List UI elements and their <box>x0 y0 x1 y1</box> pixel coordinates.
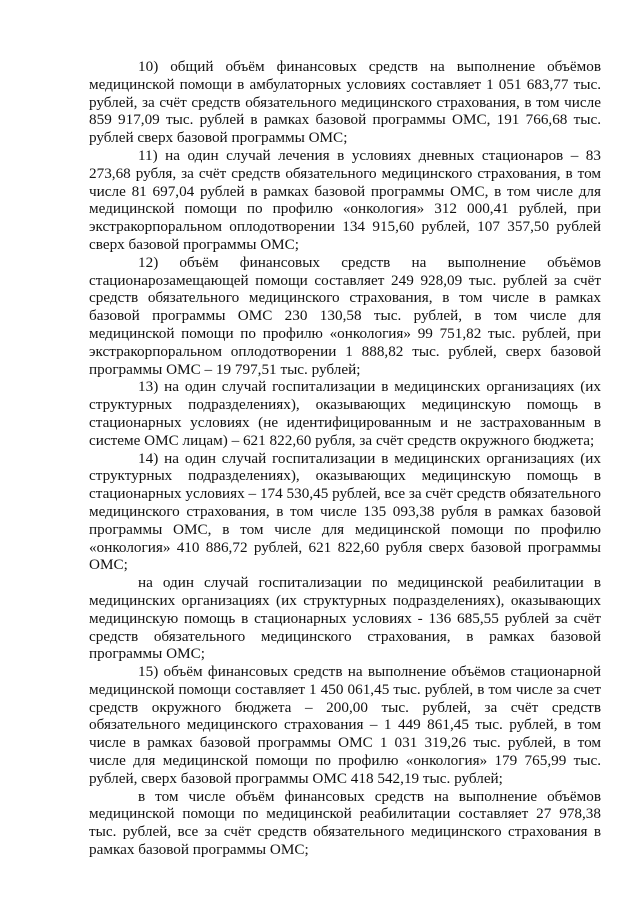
paragraph-rehabilitation-volume: в том числе объём финансовых средств на выполнение объёмов медицинской помощи по медицинской реабилитации составляет 27 978,38 тыс. рублей, все за счёт средств обязательного медицинского страхования в рамках базовой программы ОМС; <box>89 787 601 859</box>
paragraph-rehabilitation-case: на один случай госпитализации по медицинской реабилитации в медицинских организациях (их структурных подразделениях), оказывающих медицинскую помощь в стационарных условиях - 136 685,55 рублей за счёт средств обязательного медицинского страхования, в рамках базовой программы ОМС; <box>89 574 601 663</box>
paragraph-item-14: 14) на один случай госпитализации в медицинских организациях (их структурных подразделениях), оказывающих медицинскую помощь в стационарных условиях – 174 530,45 рублей, все за счёт средств обязательного медицинского страхования, в том числе 135 093,38 рубля в рамках базовой программы ОМС, в том числе для медицинской помощи по профилю «онкология» 410 886,72 рублей, 621 822,60 рубля сверх базовой программы ОМС; <box>89 449 601 574</box>
paragraph-item-12: 12) объём финансовых средств на выполнение объёмов стационарозамещающей помощи составляет 249 928,09 тыс. рублей за счёт средств обязательного медицинского страхования, в том числе в рамках базовой программы ОМС 230 130,58 тыс. рублей, в том числе для медицинской помощи по профилю «онкология» 99 751,82 тыс. рублей, при экстракорпоральном оплодотворении 1 888,82 тыс. рублей, сверх базовой программы ОМС – 19 797,51 тыс. рублей; <box>89 253 601 378</box>
paragraph-item-15: 15) объём финансовых средств на выполнение объёмов стационарной медицинской помощи составляет 1 450 061,45 тыс. рублей, в том числе за счет средств окружного бюджета – 200,00 тыс. рублей, за счёт средств обязательного медицинского страхования – 1 449 861,45 тыс. рублей, в том числе в рамках базовой программы ОМС 1 031 319,26 тыс. рублей, в том числе для медицинской помощи по профилю «онкология» 179 765,99 тыс. рублей, сверх базовой программы ОМС 418 542,19 тыс. рублей; <box>89 663 601 787</box>
document-body <box>89 58 601 859</box>
paragraph-item-10: 10) общий объём финансовых средств на выполнение объёмов медицинской помощи в амбулаторных условиях составляет 1 051 683,77 тыс. рублей, за счёт средств обязательного медицинского страхования, в том числе 859 917,09 тыс. рублей в рамках базовой программы ОМС, 191 766,68 тыс. рублей сверх базовой программы ОМС; <box>89 58 601 147</box>
paragraph-item-13: 13) на один случай госпитализации в медицинских организациях (их структурных подразделениях), оказывающих медицинскую помощь в стационарных условиях (не идентифицированным и не застрахованным в системе ОМС лицам) – 621 822,60 рубля, за счёт средств окружного бюджета; <box>89 378 601 449</box>
paragraph-item-11: 11) на один случай лечения в условиях дневных стационаров – 83 273,68 рубля, за счёт средств обязательного медицинского страхования, в том числе 81 697,04 рублей в рамках базовой программы ОМС, в том числе для медицинской помощи по профилю «онкология» 312 000,41 рублей, при экстракорпоральном оплодотворении 134 915,60 рублей, 107 357,50 рублей сверх базовой программы ОМС; <box>89 146 601 253</box>
